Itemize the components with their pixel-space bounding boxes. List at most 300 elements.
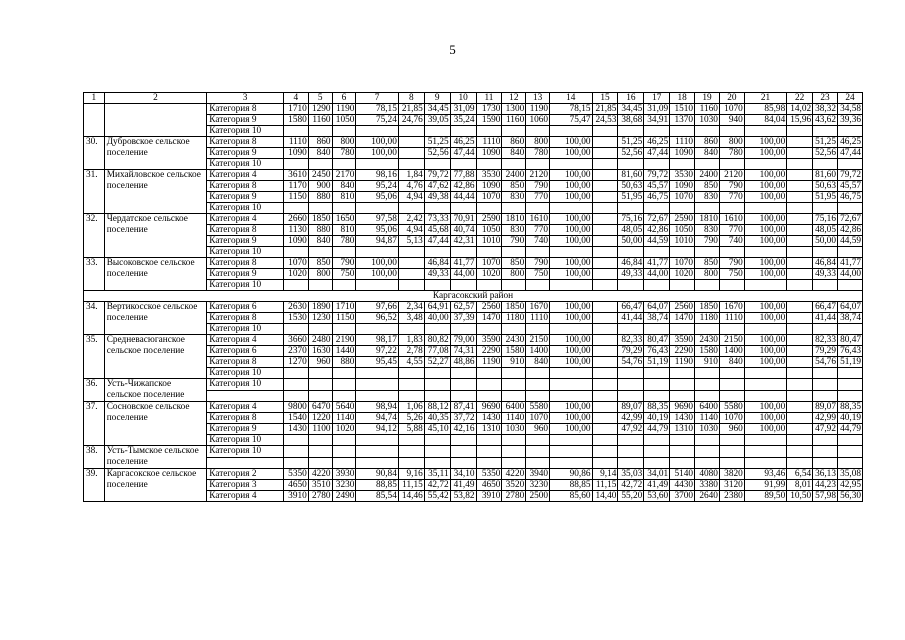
value-cell xyxy=(670,159,695,170)
value-cell: 34,01 xyxy=(644,469,670,480)
value-cell: 1310 xyxy=(670,424,695,435)
value-cell: 51,19 xyxy=(837,357,862,368)
table-row xyxy=(84,170,863,181)
value-cell xyxy=(356,159,398,170)
value-cell: 840 xyxy=(502,148,526,159)
value-cell: 860 xyxy=(695,137,720,148)
value-cell xyxy=(283,368,308,379)
value-cell: 35,03 xyxy=(618,469,644,480)
value-cell xyxy=(618,247,644,258)
value-cell xyxy=(744,159,786,170)
value-cell xyxy=(592,335,618,346)
value-cell xyxy=(283,324,308,335)
value-cell xyxy=(476,126,502,137)
value-cell xyxy=(837,247,862,258)
value-cell: 840 xyxy=(695,148,720,159)
value-cell: 1430 xyxy=(476,413,502,424)
value-cell xyxy=(356,390,398,402)
category-cell: Категория 8 xyxy=(207,313,284,324)
value-cell: 750 xyxy=(332,269,356,280)
value-cell: 64,07 xyxy=(837,302,862,313)
value-cell xyxy=(308,324,332,335)
value-cell xyxy=(424,126,450,137)
value-cell xyxy=(670,247,695,258)
value-cell xyxy=(744,368,786,379)
value-cell: 50,00 xyxy=(813,236,838,247)
value-cell: 1110 xyxy=(283,137,308,148)
value-cell: 830 xyxy=(502,192,526,203)
value-cell: 750 xyxy=(526,269,550,280)
value-cell: 1190 xyxy=(476,357,502,368)
value-cell xyxy=(592,280,618,291)
value-cell xyxy=(618,324,644,335)
value-cell: 3520 xyxy=(502,480,526,491)
value-cell xyxy=(787,258,813,269)
value-cell: 1090 xyxy=(670,181,695,192)
data-table xyxy=(83,92,863,502)
value-cell: 46,84 xyxy=(813,258,838,269)
value-cell: 42,72 xyxy=(424,480,450,491)
value-cell: 100,00 xyxy=(550,225,592,236)
value-cell: 53,82 xyxy=(450,491,476,502)
value-cell: 81,60 xyxy=(618,170,644,181)
value-cell xyxy=(550,247,592,258)
value-cell xyxy=(592,357,618,368)
value-cell: 1180 xyxy=(502,313,526,324)
value-cell xyxy=(450,247,476,258)
value-cell: 1090 xyxy=(670,148,695,159)
column-header: 8 xyxy=(398,93,424,104)
value-cell xyxy=(592,424,618,435)
value-cell: 800 xyxy=(719,137,744,148)
value-cell: 95,06 xyxy=(356,192,398,203)
value-cell xyxy=(356,126,398,137)
value-cell xyxy=(502,446,526,458)
value-cell xyxy=(476,435,502,446)
value-cell xyxy=(526,324,550,335)
value-cell xyxy=(450,457,476,469)
value-cell: 800 xyxy=(502,269,526,280)
value-cell xyxy=(398,137,424,148)
value-cell: 1290 xyxy=(308,104,332,115)
value-cell: 900 xyxy=(308,181,332,192)
column-header: 11 xyxy=(476,93,502,104)
value-cell: 1090 xyxy=(283,148,308,159)
value-cell: 44,79 xyxy=(644,424,670,435)
value-cell: 830 xyxy=(502,225,526,236)
value-cell: 1150 xyxy=(332,313,356,324)
value-cell: 97,66 xyxy=(356,302,398,313)
column-header: 2 xyxy=(104,93,207,104)
value-cell: 1090 xyxy=(476,181,502,192)
table-row xyxy=(84,379,863,391)
value-cell xyxy=(424,379,450,391)
value-cell: 35,08 xyxy=(837,469,862,480)
value-cell xyxy=(476,390,502,402)
value-cell xyxy=(283,379,308,391)
region-label: Каргасокский район xyxy=(84,291,863,302)
table-row xyxy=(84,402,863,413)
value-cell xyxy=(526,280,550,291)
value-cell: 44,79 xyxy=(837,424,862,435)
value-cell: 3530 xyxy=(670,170,695,181)
value-cell xyxy=(719,247,744,258)
value-cell xyxy=(670,457,695,469)
value-cell xyxy=(787,159,813,170)
value-cell: 1430 xyxy=(283,424,308,435)
value-cell: 1020 xyxy=(476,269,502,280)
value-cell xyxy=(787,413,813,424)
category-cell: Категория 8 xyxy=(207,357,284,368)
category-cell: Категория 10 xyxy=(207,324,284,335)
value-cell: 2640 xyxy=(695,491,720,502)
value-cell xyxy=(644,368,670,379)
value-cell xyxy=(476,159,502,170)
value-cell: 40,19 xyxy=(837,413,862,424)
value-cell: 100,00 xyxy=(550,346,592,357)
value-cell xyxy=(398,269,424,280)
value-cell xyxy=(283,280,308,291)
value-cell: 79,72 xyxy=(837,170,862,181)
value-cell: 85,60 xyxy=(550,491,592,502)
value-cell xyxy=(813,324,838,335)
value-cell: 79,72 xyxy=(644,170,670,181)
value-cell xyxy=(308,368,332,379)
value-cell: 1810 xyxy=(502,214,526,225)
value-cell: 46,25 xyxy=(644,137,670,148)
value-cell: 740 xyxy=(719,236,744,247)
value-cell xyxy=(695,379,720,391)
row-number: 39. xyxy=(84,469,105,502)
value-cell xyxy=(398,247,424,258)
value-cell: 4,76 xyxy=(398,181,424,192)
value-cell xyxy=(695,368,720,379)
value-cell: 41,77 xyxy=(450,258,476,269)
value-cell xyxy=(332,324,356,335)
value-cell: 2430 xyxy=(502,335,526,346)
value-cell: 1160 xyxy=(308,115,332,126)
value-cell xyxy=(695,203,720,214)
value-cell: 21,85 xyxy=(592,104,618,115)
value-cell xyxy=(502,159,526,170)
value-cell xyxy=(592,214,618,225)
value-cell: 100,00 xyxy=(744,302,786,313)
value-cell xyxy=(502,247,526,258)
value-cell: 52,27 xyxy=(424,357,450,368)
value-cell xyxy=(550,159,592,170)
value-cell xyxy=(356,280,398,291)
value-cell: 2590 xyxy=(670,214,695,225)
value-cell xyxy=(526,126,550,137)
value-cell: 1160 xyxy=(695,104,720,115)
value-cell: 5350 xyxy=(476,469,502,480)
value-cell: 44,00 xyxy=(644,269,670,280)
value-cell: 53,60 xyxy=(644,491,670,502)
value-cell: 100,00 xyxy=(356,258,398,269)
value-cell: 46,75 xyxy=(837,192,862,203)
value-cell: 97,58 xyxy=(356,214,398,225)
value-cell: 3820 xyxy=(719,469,744,480)
value-cell xyxy=(550,280,592,291)
value-cell: 3660 xyxy=(283,335,308,346)
settlement-name: Вертикосское сельское поселение xyxy=(104,302,207,335)
value-cell: 41,49 xyxy=(450,480,476,491)
value-cell xyxy=(398,457,424,469)
value-cell xyxy=(356,457,398,469)
value-cell xyxy=(332,280,356,291)
value-cell: 66,47 xyxy=(618,302,644,313)
value-cell xyxy=(356,247,398,258)
value-cell: 100,00 xyxy=(550,402,592,413)
value-cell xyxy=(592,258,618,269)
value-cell: 1670 xyxy=(719,302,744,313)
value-cell xyxy=(813,159,838,170)
value-cell xyxy=(502,379,526,391)
value-cell: 100,00 xyxy=(744,269,786,280)
value-cell xyxy=(695,126,720,137)
value-cell xyxy=(450,126,476,137)
value-cell xyxy=(332,446,356,458)
value-cell xyxy=(502,368,526,379)
value-cell: 9800 xyxy=(283,402,308,413)
value-cell: 49,33 xyxy=(424,269,450,280)
row-number xyxy=(84,104,105,137)
value-cell: 38,68 xyxy=(618,115,644,126)
value-cell xyxy=(398,148,424,159)
value-cell: 3380 xyxy=(695,480,720,491)
value-cell xyxy=(592,192,618,203)
value-cell: 3700 xyxy=(670,491,695,502)
value-cell: 51,95 xyxy=(813,192,838,203)
value-cell: 98,17 xyxy=(356,335,398,346)
value-cell: 780 xyxy=(719,148,744,159)
category-cell: Категория 9 xyxy=(207,115,284,126)
category-cell: Категория 10 xyxy=(207,446,284,458)
value-cell: 100,00 xyxy=(550,413,592,424)
value-cell: 1670 xyxy=(526,302,550,313)
value-cell xyxy=(787,435,813,446)
value-cell: 100,00 xyxy=(744,335,786,346)
value-cell: 850 xyxy=(308,258,332,269)
value-cell: 850 xyxy=(695,258,720,269)
value-cell: 1650 xyxy=(332,214,356,225)
value-cell: 80,47 xyxy=(644,335,670,346)
value-cell xyxy=(526,390,550,402)
value-cell: 100,00 xyxy=(744,137,786,148)
value-cell: 10,50 xyxy=(787,491,813,502)
category-cell: Категория 8 xyxy=(207,181,284,192)
value-cell: 850 xyxy=(502,181,526,192)
value-cell xyxy=(813,203,838,214)
value-cell: 42,99 xyxy=(813,413,838,424)
value-cell xyxy=(744,324,786,335)
page-number: 5 xyxy=(449,42,456,57)
value-cell: 830 xyxy=(695,225,720,236)
value-cell: 2450 xyxy=(308,170,332,181)
value-cell xyxy=(787,236,813,247)
category-cell: Категория 10 xyxy=(207,280,284,291)
value-cell xyxy=(450,159,476,170)
value-cell: 960 xyxy=(526,424,550,435)
category-cell: Категория 6 xyxy=(207,346,284,357)
value-cell: 41,44 xyxy=(813,313,838,324)
value-cell xyxy=(450,379,476,391)
value-cell: 910 xyxy=(502,357,526,368)
value-cell: 38,74 xyxy=(644,313,670,324)
value-cell xyxy=(356,324,398,335)
value-cell: 24,53 xyxy=(592,115,618,126)
column-header: 16 xyxy=(618,93,644,104)
value-cell xyxy=(644,247,670,258)
value-cell: 51,25 xyxy=(813,137,838,148)
region-row xyxy=(84,291,863,302)
value-cell xyxy=(424,457,450,469)
value-cell xyxy=(450,280,476,291)
value-cell xyxy=(283,126,308,137)
value-cell xyxy=(476,446,502,458)
value-cell: 31,09 xyxy=(450,104,476,115)
value-cell: 3,48 xyxy=(398,313,424,324)
value-cell: 960 xyxy=(719,424,744,435)
value-cell: 3590 xyxy=(476,335,502,346)
value-cell: 78,15 xyxy=(550,104,592,115)
value-cell: 48,86 xyxy=(450,357,476,368)
value-cell: 95,06 xyxy=(356,225,398,236)
value-cell: 85,98 xyxy=(744,104,786,115)
value-cell: 42,95 xyxy=(837,480,862,491)
value-cell xyxy=(744,126,786,137)
value-cell xyxy=(744,280,786,291)
value-cell: 70,91 xyxy=(450,214,476,225)
value-cell xyxy=(592,302,618,313)
value-cell xyxy=(719,435,744,446)
value-cell: 770 xyxy=(526,192,550,203)
category-cell: Категория 8 xyxy=(207,225,284,236)
row-number: 36. xyxy=(84,379,105,402)
value-cell: 46,84 xyxy=(618,258,644,269)
value-cell: 84,04 xyxy=(744,115,786,126)
value-cell: 1030 xyxy=(695,424,720,435)
value-cell: 100,00 xyxy=(550,170,592,181)
value-cell: 100,00 xyxy=(356,137,398,148)
category-cell: Категория 8 xyxy=(207,104,284,115)
value-cell xyxy=(283,247,308,258)
value-cell: 80,47 xyxy=(837,335,862,346)
value-cell xyxy=(744,203,786,214)
value-cell: 47,44 xyxy=(837,148,862,159)
value-cell: 39,36 xyxy=(837,115,862,126)
value-cell xyxy=(837,324,862,335)
value-cell xyxy=(592,346,618,357)
value-cell xyxy=(787,137,813,148)
value-cell: 9690 xyxy=(670,402,695,413)
value-cell xyxy=(424,324,450,335)
value-cell xyxy=(476,203,502,214)
value-cell xyxy=(618,435,644,446)
value-cell xyxy=(502,324,526,335)
value-cell: 1580 xyxy=(283,115,308,126)
value-cell xyxy=(787,280,813,291)
value-cell: 2170 xyxy=(332,170,356,181)
value-cell xyxy=(813,247,838,258)
value-cell: 1070 xyxy=(476,192,502,203)
value-cell: 3230 xyxy=(332,480,356,491)
value-cell xyxy=(695,324,720,335)
value-cell: 1470 xyxy=(476,313,502,324)
value-cell xyxy=(695,280,720,291)
value-cell xyxy=(787,302,813,313)
value-cell: 2400 xyxy=(502,170,526,181)
value-cell: 47,44 xyxy=(450,148,476,159)
value-cell: 790 xyxy=(719,181,744,192)
value-cell: 1470 xyxy=(670,313,695,324)
settlement-name: Каргасокское сельское поселение xyxy=(104,469,207,502)
value-cell: 2490 xyxy=(332,491,356,502)
value-cell: 1170 xyxy=(283,181,308,192)
value-cell xyxy=(308,390,332,402)
category-cell: Категория 8 xyxy=(207,413,284,424)
value-cell: 100,00 xyxy=(744,402,786,413)
value-cell xyxy=(592,435,618,446)
value-cell xyxy=(356,368,398,379)
category-cell xyxy=(207,457,284,469)
value-cell: 810 xyxy=(332,192,356,203)
settlement-name: Сосновское сельское поселение xyxy=(104,402,207,446)
value-cell: 1090 xyxy=(283,236,308,247)
value-cell xyxy=(670,435,695,446)
value-cell xyxy=(787,390,813,402)
category-cell xyxy=(207,390,284,402)
value-cell: 11,15 xyxy=(398,480,424,491)
value-cell: 5,13 xyxy=(398,236,424,247)
value-cell: 5580 xyxy=(719,402,744,413)
value-cell xyxy=(592,269,618,280)
value-cell xyxy=(695,457,720,469)
value-cell xyxy=(618,390,644,402)
value-cell: 6400 xyxy=(695,402,720,413)
value-cell: 2590 xyxy=(476,214,502,225)
value-cell: 73,33 xyxy=(424,214,450,225)
value-cell: 2500 xyxy=(526,491,550,502)
table-row xyxy=(84,258,863,269)
value-cell: 45,68 xyxy=(424,225,450,236)
value-cell: 2660 xyxy=(283,214,308,225)
value-cell xyxy=(308,446,332,458)
value-cell xyxy=(398,368,424,379)
value-cell: 1400 xyxy=(526,346,550,357)
value-cell: 77,08 xyxy=(424,346,450,357)
value-cell: 1070 xyxy=(719,413,744,424)
value-cell: 57,98 xyxy=(813,491,838,502)
value-cell xyxy=(592,137,618,148)
value-cell: 1850 xyxy=(695,302,720,313)
value-cell xyxy=(618,126,644,137)
value-cell: 88,35 xyxy=(837,402,862,413)
value-cell: 3510 xyxy=(308,480,332,491)
value-cell xyxy=(644,457,670,469)
value-cell: 52,56 xyxy=(813,148,838,159)
value-cell: 9,16 xyxy=(398,469,424,480)
value-cell xyxy=(837,390,862,402)
value-cell: 1140 xyxy=(332,413,356,424)
value-cell xyxy=(618,280,644,291)
value-cell: 75,16 xyxy=(618,214,644,225)
value-cell: 51,25 xyxy=(424,137,450,148)
value-cell xyxy=(644,379,670,391)
value-cell: 76,43 xyxy=(644,346,670,357)
value-cell: 100,00 xyxy=(744,214,786,225)
value-cell xyxy=(670,390,695,402)
